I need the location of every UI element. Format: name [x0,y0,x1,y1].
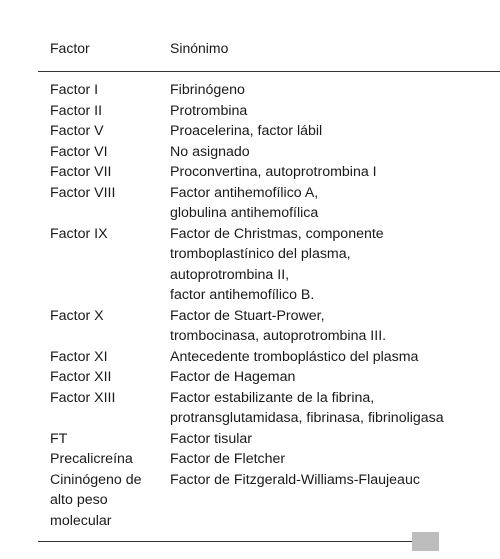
table-row [50,449,495,470]
factor-cell: Factor IX [50,225,108,242]
table-row [50,80,495,101]
factor-cell: FT [50,430,68,447]
synonym-cell: Proacelerina, factor lábil [170,123,323,139]
table-row [50,101,495,122]
header-divider [38,71,500,72]
factor-cell: Factor XIII [50,389,116,406]
table-row [50,121,495,142]
synonym-cell: Factor de Fitzgerald-Williams-Flaujeauc [170,471,420,488]
header-synonym: Sinónimo [170,40,229,56]
table-row [50,429,495,450]
table-header [50,40,490,60]
factor-cell: Factor I [50,82,99,98]
table-row [50,388,495,429]
synonym-cell: Factor de Fletcher [170,451,286,467]
synonym-cell: Factor de Stuart-Prower, trombocinasa, autoprotrombina III. [170,307,387,344]
factor-cell: Factor X [50,307,104,324]
table-row [50,183,495,224]
footer-divider [38,541,412,542]
synonym-cell: Protrombina [170,102,248,119]
page-marker-box [412,532,439,551]
synonym-cell: Antecedente tromboplástico del plasma [170,348,419,365]
factor-cell: Precalicreína [50,451,133,467]
table-row [50,306,495,347]
table-row [50,367,495,388]
factor-cell: Factor II [50,102,103,119]
factor-cell: Factor VI [50,143,108,160]
factor-cell: Factor XII [50,369,112,385]
table-row [50,347,495,368]
synonym-cell: Factor de Hageman [170,369,296,385]
synonym-cell: Factor estabilizante de la fibrina, protransglutamidasa, fibrinasa, fibrinoligasa [170,389,444,426]
factor-cell: Factor XI [50,348,108,365]
synonym-cell: No asignado [170,143,250,160]
table-row [50,142,495,163]
factor-cell: Cininógeno de alto peso molecular [50,471,142,529]
table-body [50,80,495,531]
table-row [50,162,495,183]
header-factor: Factor [50,40,90,56]
synonym-cell: Factor antihemofílico A, globulina antihemofílica [170,184,319,221]
factor-cell: Factor VII [50,164,112,180]
synonym-cell: Factor tisular [170,430,252,447]
synonym-cell: Factor de Christmas, componente tromboplastínico del plasma, autoprotrombina II, factor antihemofílico B. [170,225,384,303]
synonym-cell: Proconvertina, autoprotrombina I [170,164,377,180]
factor-cell: Factor V [50,123,104,139]
table-row [50,470,495,532]
factor-cell: Factor VIII [50,184,116,201]
synonym-cell: Fibrinógeno [170,82,245,98]
table-row [50,224,495,306]
